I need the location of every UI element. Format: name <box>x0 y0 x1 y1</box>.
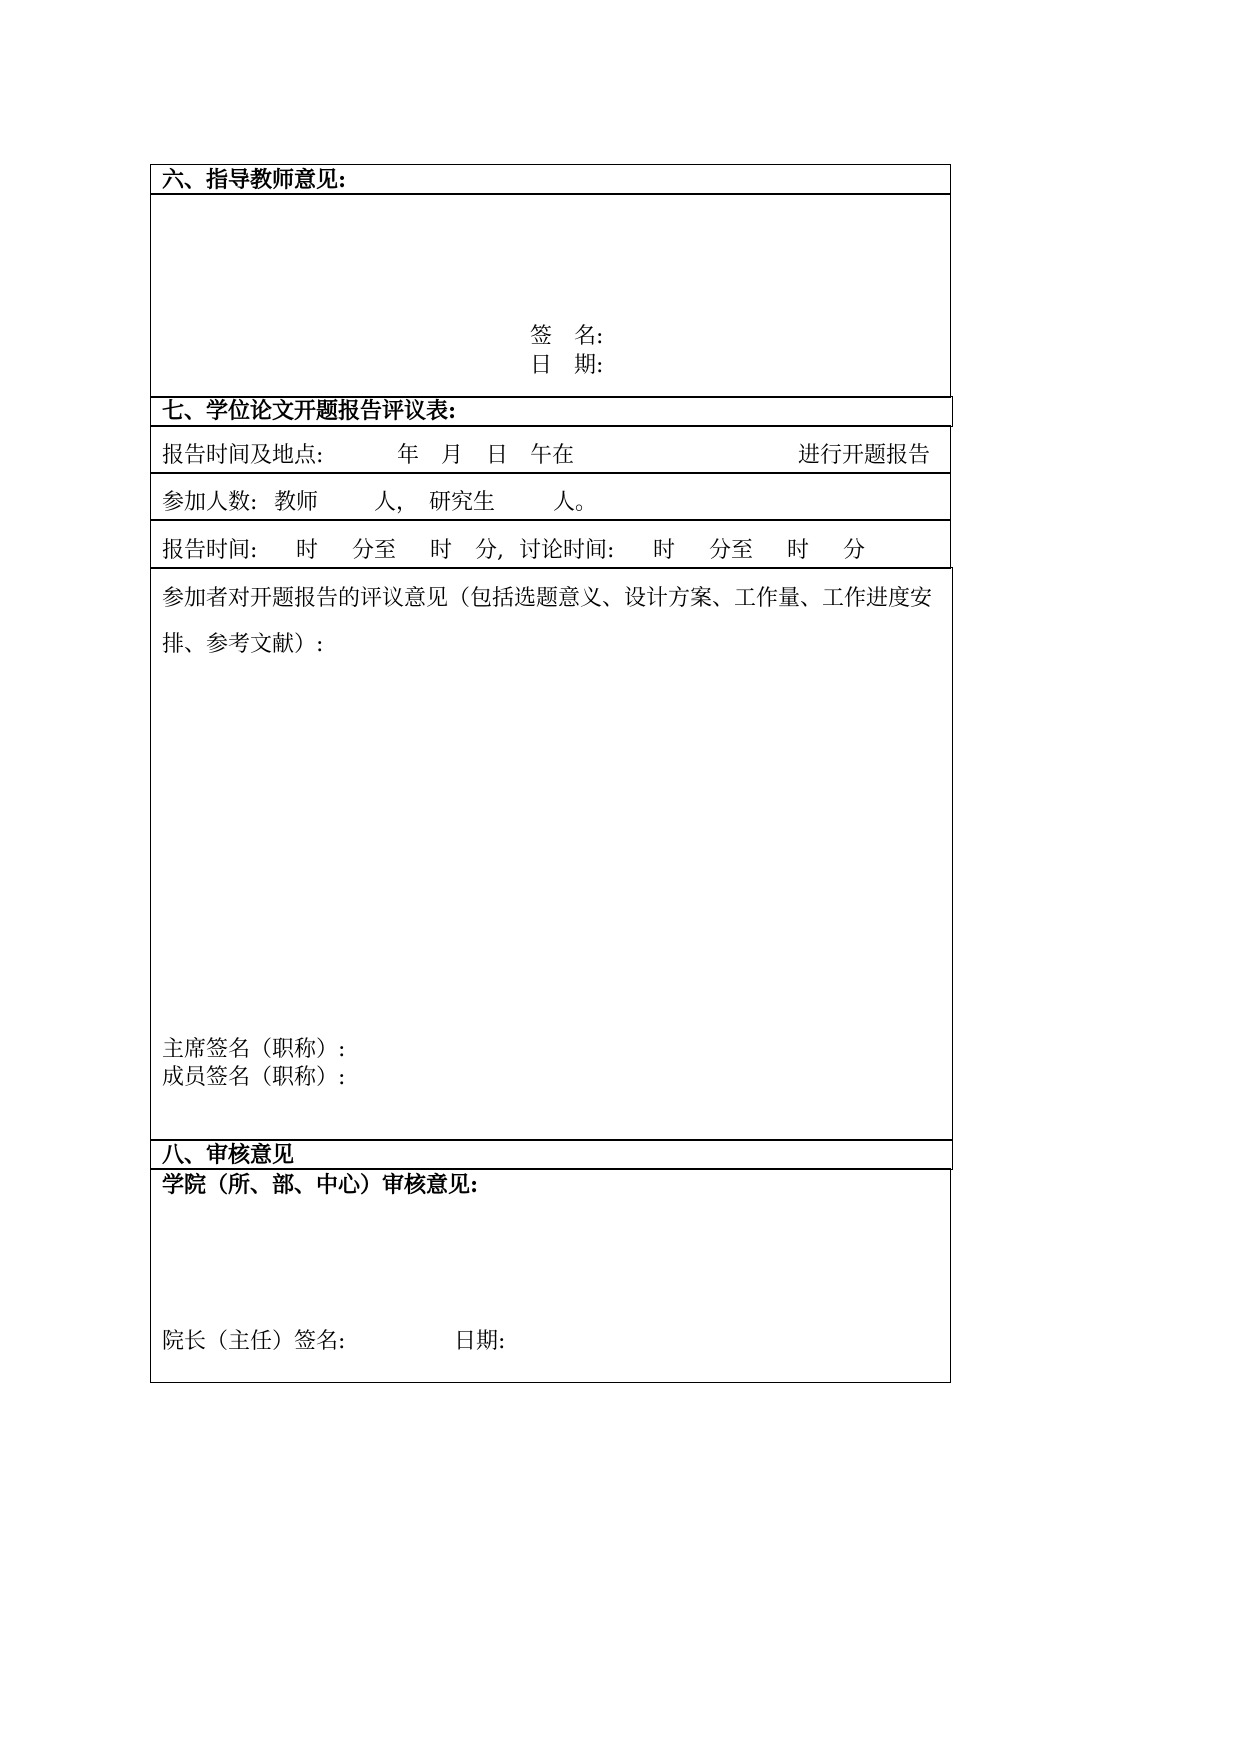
review-opinion-prompt-line1: 参加者对开题报告的评议意见（包括选题意义、设计方案、工作量、工作进度安 <box>162 586 933 611</box>
minute2-label: 分, <box>475 538 504 563</box>
advisor-sign-label: 签 名: <box>530 324 604 349</box>
section7-header: 七、学位论文开题报告评议表: <box>162 398 457 424</box>
member-signature-label: 成员签名（职称）: <box>162 1065 346 1090</box>
minute4-label: 分 <box>843 538 866 563</box>
advisor-date-label: 日 期: <box>530 353 604 378</box>
college-review-subheader: 学院（所、部、中心）审核意见: <box>162 1172 479 1198</box>
year-label: 年 <box>397 443 420 468</box>
hour4-label: 时 <box>787 538 810 563</box>
hour1-label: 时 <box>296 538 319 563</box>
day-label: 日 <box>486 443 509 468</box>
chair-signature-label: 主席签名（职称）: <box>162 1037 346 1062</box>
teacher-label: 教师 <box>274 490 319 515</box>
report-time-label: 报告时间: <box>162 538 258 563</box>
student-label: 研究生 <box>429 490 496 515</box>
dean-date-label: 日期: <box>454 1329 506 1354</box>
participants-label: 参加人数: <box>162 490 258 515</box>
teacher-unit: 人， <box>374 490 419 515</box>
minute3-to-label: 分至 <box>709 538 754 563</box>
dean-signature-label: 院长（主任）签名: <box>162 1329 346 1354</box>
minute1-to-label: 分至 <box>352 538 397 563</box>
hour3-label: 时 <box>653 538 676 563</box>
section6-header: 六、指导教师意见: <box>162 167 347 193</box>
section8-header: 八、审核意见 <box>162 1142 295 1168</box>
review-opinion-prompt-line2: 排、参考文献）: <box>162 632 324 657</box>
proceed-report-label: 进行开题报告 <box>798 443 931 468</box>
student-unit: 人。 <box>553 490 598 515</box>
discussion-time-label: 讨论时间: <box>519 538 615 563</box>
month-label: 月 <box>441 443 464 468</box>
report-time-place-label: 报告时间及地点: <box>162 443 324 468</box>
participants-row <box>150 472 951 521</box>
hour2-label: 时 <box>430 538 453 563</box>
ampm-at-label: 午在 <box>530 443 575 468</box>
